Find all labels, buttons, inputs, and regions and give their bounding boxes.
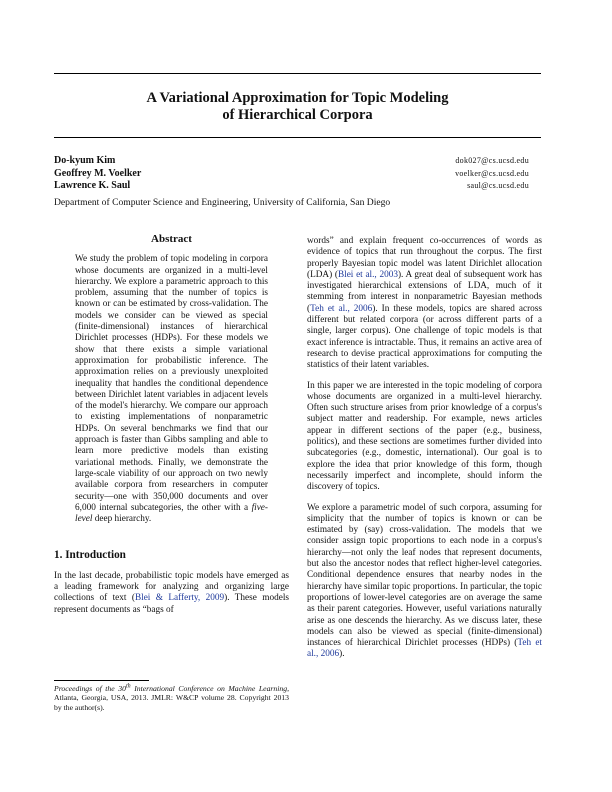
title-top-rule — [54, 73, 541, 74]
abstract-body — [54, 254, 289, 525]
footnote-rule — [54, 680, 149, 681]
title-line-2: of Hierarchical Corpora — [222, 107, 373, 123]
title-bottom-rule — [54, 137, 541, 138]
intro-paragraph — [54, 571, 289, 616]
citation-link[interactable]: Blei & Lafferty, 2009 — [134, 593, 225, 604]
author-name: Do-kyum Kim — [54, 155, 116, 166]
citation-link[interactable]: Teh et al., 2006 — [310, 303, 373, 314]
intro-text-end: ). These models represent documents as “bags of — [54, 593, 289, 615]
paragraph-text: We explore a parametric model of such corpora, assuming for simplicity that the number of topics is known or can be estimated by (say) cross-validation. The models that we consider assign topic proportions to each node in a corpus's hierarchy—not only the leaf nodes that represent documents, but also the ancestor nodes that reflect higher-level categories. Conditional dependence ensures that nearby nodes in the hierarchy have similar topic proportions. In particular, the topic proportions of lower-level categories are on average the same as their parent categories. However, useful variations naturally arise as one descends the hierarchy. As we discuss later, these models can also be viewed as special (finite-dimensional) instances of hierarchical Dirichlet processes (HDPs) ( — [307, 502, 542, 649]
paper-title — [54, 90, 541, 124]
footnote-rest: , Atlanta, Georgia, USA, 2013. JMLR: W&CP volume 28. Copyright 2013 by the author(s). — [54, 684, 289, 712]
author-row — [54, 155, 541, 168]
title-line-1: A Variational Approximation for Topic Modeling — [146, 90, 449, 106]
author-email[interactable]: dok027@cs.ucsd.edu — [455, 156, 529, 165]
intro-text: In the last decade, probabilistic topic models have emerged as a leading framework for analyzing and organizing large collections of text ( — [54, 570, 289, 604]
author-name: Lawrence K. Saul — [54, 180, 131, 191]
paragraph-text: ). A great deal of subsequent work has investigated hierarchical extensions of LDA, much of it stemming from interest in nonparametric Bayesian methods ( — [307, 269, 542, 314]
body-paragraph — [307, 236, 542, 372]
body-paragraph — [307, 503, 542, 661]
footnote-venue — [54, 684, 287, 693]
footnote-sup: th — [125, 683, 131, 690]
paragraph-text: words” and explain frequent co-occurrences of words as evidence of topics that run throughout the corpus. The first properly Bayesian topic model was latent Dirichlet allocation (LDA) ( — [307, 236, 542, 280]
author-email[interactable]: saul@cs.ucsd.edu — [467, 181, 529, 190]
author-block — [54, 155, 541, 209]
citation-link[interactable]: Blei et al., 2003 — [337, 269, 398, 280]
right-column — [307, 236, 542, 670]
author-row — [54, 168, 541, 181]
author-email[interactable]: voelker@cs.ucsd.edu — [455, 168, 529, 178]
footnote-venue-b: International Conference on Machine Learning — [130, 684, 288, 693]
author-row — [54, 180, 541, 193]
paragraph-text: ). In these models, topics are shared across different but related corpora (or across different parts of a single, larger corpus). One challenge of topic models is that exact inference is intractable. Thus, it remains an active area of research to devise practical approximations for computing the statistics of their latent variables. — [307, 303, 542, 371]
footnote — [54, 680, 289, 712]
affiliation: Department of Computer Science and Engineering, University of California, San Diego — [54, 196, 391, 208]
abstract-text-end: deep hierarchy. — [92, 514, 152, 525]
abstract-heading: Abstract — [151, 233, 192, 245]
paragraph-text: ). — [339, 649, 345, 660]
author-name: Geoffrey M. Voelker — [54, 167, 142, 179]
abstract-text: We study the problem of topic modeling in corpora whose documents are organized in a multi-level hierarchy. We explore a parametric approach to this problem, assuming that the number of topics is known or can be estimated by cross-validation. The models we consider can be viewed as special (finite-dimensional) instances of hierarchical Dirichlet processes (HDPs). For these models we show that there exists a simple variational approximation for probabilistic inference. The approximation relies on a previously unexploited inequality that handles the conditional dependence between Dirichlet latent variables in adjacent levels of the model's hierarchy. We compare our approach to existing implementations of nonparametric HDPs. On several benchmarks we find that our approach is faster than Gibbs sampling and able to learn more predictive models than existing variational methods. Finally, we demonstrate the large-scale viability of our approach on two newly available corpora from researchers in computer security—one with 350,000 documents and over 6,000 internal subcategories, the other with a — [75, 254, 268, 513]
body-paragraph: In this paper we are interested in the topic modeling of corpora whose documents are organized in a multi-level hierarchy. Often such structure arises from prior knowledge of a corpus's subject matter and readership. For example, news articles appear in different sections of the paper (e.g., business, politics), and these sections are sometimes further divided into subcategories (e.g., domestic, international). Our goal is to explore the idea that prior knowledge of this form, though necessarily imperfect and incomplete, should inform the discovery of topics. — [307, 380, 542, 493]
footnote-venue-a: Proceedings of the 30 — [54, 684, 126, 693]
section-heading-introduction: 1. Introduction — [54, 549, 126, 562]
citation-link[interactable]: Teh et al., 2006 — [307, 638, 542, 660]
abstract-italic: five-level — [75, 502, 268, 525]
left-column — [54, 230, 289, 625]
